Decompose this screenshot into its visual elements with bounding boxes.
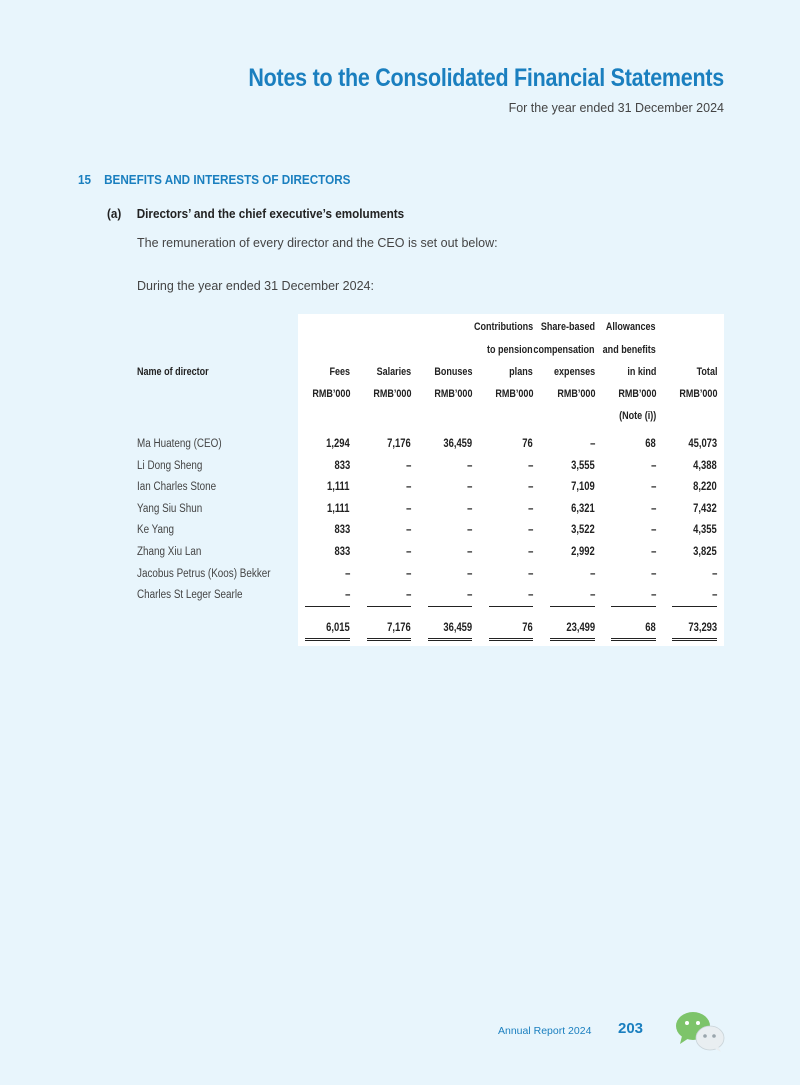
director-name: Li Dong Sheng <box>137 459 203 472</box>
table-cell: – <box>650 567 656 580</box>
column-header: in kind <box>626 366 656 378</box>
subtotal-rule <box>489 606 533 607</box>
section-title: BENEFITS AND INTERESTS OF DIRECTORS <box>104 172 351 187</box>
table-cell: 7,176 <box>387 438 411 450</box>
table-cell: 833 <box>334 524 350 537</box>
section-number: 15 <box>78 172 92 187</box>
subsection-number: (a) <box>107 206 122 221</box>
column-header: Share-based <box>540 321 595 333</box>
table-cell: – <box>527 502 533 515</box>
table-cell: 833 <box>334 546 350 558</box>
total-double-rule <box>550 638 595 641</box>
wechat-icon <box>674 1010 726 1052</box>
table-cell: – <box>466 481 472 494</box>
total-double-rule <box>489 638 533 641</box>
column-header: RMB’000 <box>494 388 533 400</box>
subsection-title: Directors’ and the chief executive’s emoluments <box>136 206 405 221</box>
table-cell: 6,321 <box>571 502 595 515</box>
column-header: RMB’000 <box>311 388 350 400</box>
total-double-rule <box>428 638 472 641</box>
table-cell: – <box>650 589 656 602</box>
column-header: compensation <box>533 344 595 356</box>
document-subtitle: For the year ended 31 December 2024 <box>508 101 724 115</box>
table-cell: – <box>650 524 656 537</box>
table-cell: – <box>711 589 717 602</box>
table-cell: – <box>405 546 411 558</box>
subtotal-rule <box>367 606 411 607</box>
report-label: Annual Report 2024 <box>498 1025 592 1037</box>
column-header: Contributions <box>473 321 533 333</box>
table-cell: – <box>466 524 472 537</box>
column-header: and benefits <box>602 344 656 356</box>
table-cell: – <box>589 589 595 602</box>
table-cell: 4,388 <box>693 459 717 472</box>
table-cell: 3,522 <box>571 524 595 537</box>
total-double-rule <box>672 638 717 641</box>
column-header: Salaries <box>376 366 411 378</box>
table-cell: – <box>466 546 472 558</box>
director-name: Charles St Leger Searle <box>137 589 243 602</box>
table-cell: – <box>650 481 656 494</box>
table-cell: 7,109 <box>571 481 595 494</box>
table-cell: – <box>405 459 411 472</box>
table-cell: – <box>527 567 533 580</box>
intro-paragraph: The remuneration of every director and the CEO is set out below: <box>137 236 498 250</box>
table-cell: – <box>527 524 533 537</box>
director-name: Zhang Xiu Lan <box>137 546 202 558</box>
column-header: Allowances <box>606 321 656 333</box>
column-header: Total <box>696 366 717 378</box>
table-cell: 833 <box>334 459 350 472</box>
table-cell: 68 <box>645 438 656 450</box>
subtotal-rule <box>428 606 472 607</box>
column-header: (Note (i)) <box>618 410 656 422</box>
table-cell: – <box>405 567 411 580</box>
table-cell: – <box>650 546 656 558</box>
table-cell: – <box>466 502 472 515</box>
total-cell: 7,176 <box>387 622 411 634</box>
table-cell: 1,111 <box>327 502 350 515</box>
subtotal-rule <box>305 606 350 607</box>
name-column-header: Name of director <box>137 366 209 378</box>
total-cell: 36,459 <box>443 622 472 634</box>
total-double-rule <box>611 638 656 641</box>
table-cell: – <box>405 524 411 537</box>
emoluments-table-panel <box>298 314 724 646</box>
table-cell: 4,355 <box>693 524 717 537</box>
total-double-rule <box>305 638 350 641</box>
director-name: Ma Huateng (CEO) <box>137 438 222 450</box>
table-cell: 1,294 <box>326 438 350 450</box>
table-cell: – <box>466 589 472 602</box>
table-cell: – <box>527 546 533 558</box>
column-header: expenses <box>553 366 595 378</box>
table-cell: 2,992 <box>571 546 595 558</box>
table-cell: – <box>650 459 656 472</box>
column-header: RMB’000 <box>372 388 411 400</box>
total-cell: 6,015 <box>326 622 350 634</box>
director-name: Ian Charles Stone <box>137 481 217 494</box>
column-header: RMB’000 <box>617 388 656 400</box>
table-cell: – <box>344 567 350 580</box>
table-cell: – <box>589 567 595 580</box>
table-cell: 8,220 <box>693 481 717 494</box>
table-cell: – <box>527 459 533 472</box>
total-cell: 23,499 <box>566 622 595 634</box>
subtotal-rule <box>611 606 656 607</box>
column-header: RMB’000 <box>556 388 595 400</box>
table-cell: 36,459 <box>443 438 472 450</box>
total-double-rule <box>367 638 411 641</box>
total-cell: 73,293 <box>688 622 717 634</box>
table-cell: – <box>527 481 533 494</box>
column-header: to pension <box>487 344 533 356</box>
document-title: Notes to the Consolidated Financial Statements <box>248 64 724 92</box>
table-cell: 76 <box>522 438 533 450</box>
table-cell: – <box>344 589 350 602</box>
total-cell: 68 <box>645 622 656 634</box>
table-cell: – <box>466 567 472 580</box>
total-cell: 76 <box>522 622 533 634</box>
table-cell: 45,073 <box>688 438 717 450</box>
section-heading <box>78 172 350 187</box>
table-cell: 3,825 <box>693 546 717 558</box>
director-name: Jacobus Petrus (Koos) Bekker <box>137 567 271 580</box>
table-cell: – <box>466 459 472 472</box>
period-paragraph: During the year ended 31 December 2024: <box>137 279 374 293</box>
table-cell: 3,555 <box>571 459 595 472</box>
table-cell: – <box>405 589 411 602</box>
table-cell: 1,111 <box>327 481 350 494</box>
table-cell: 7,432 <box>693 502 717 515</box>
subtotal-rule <box>550 606 595 607</box>
column-header: Bonuses <box>433 366 472 378</box>
page-header <box>171 64 724 115</box>
column-header: plans <box>509 366 533 378</box>
page-number: 203 <box>618 1020 644 1037</box>
table-cell: – <box>589 438 595 450</box>
table-cell: – <box>527 589 533 602</box>
table-cell: – <box>711 567 717 580</box>
column-header: Fees <box>329 366 350 378</box>
table-cell: – <box>405 502 411 515</box>
director-name: Ke Yang <box>137 524 175 537</box>
table-cell: – <box>650 502 656 515</box>
subtotal-rule <box>672 606 717 607</box>
director-name: Yang Siu Shun <box>137 502 203 515</box>
subsection-heading <box>107 206 404 221</box>
column-header: RMB’000 <box>678 388 717 400</box>
table-cell: – <box>405 481 411 494</box>
column-header: RMB’000 <box>433 388 472 400</box>
